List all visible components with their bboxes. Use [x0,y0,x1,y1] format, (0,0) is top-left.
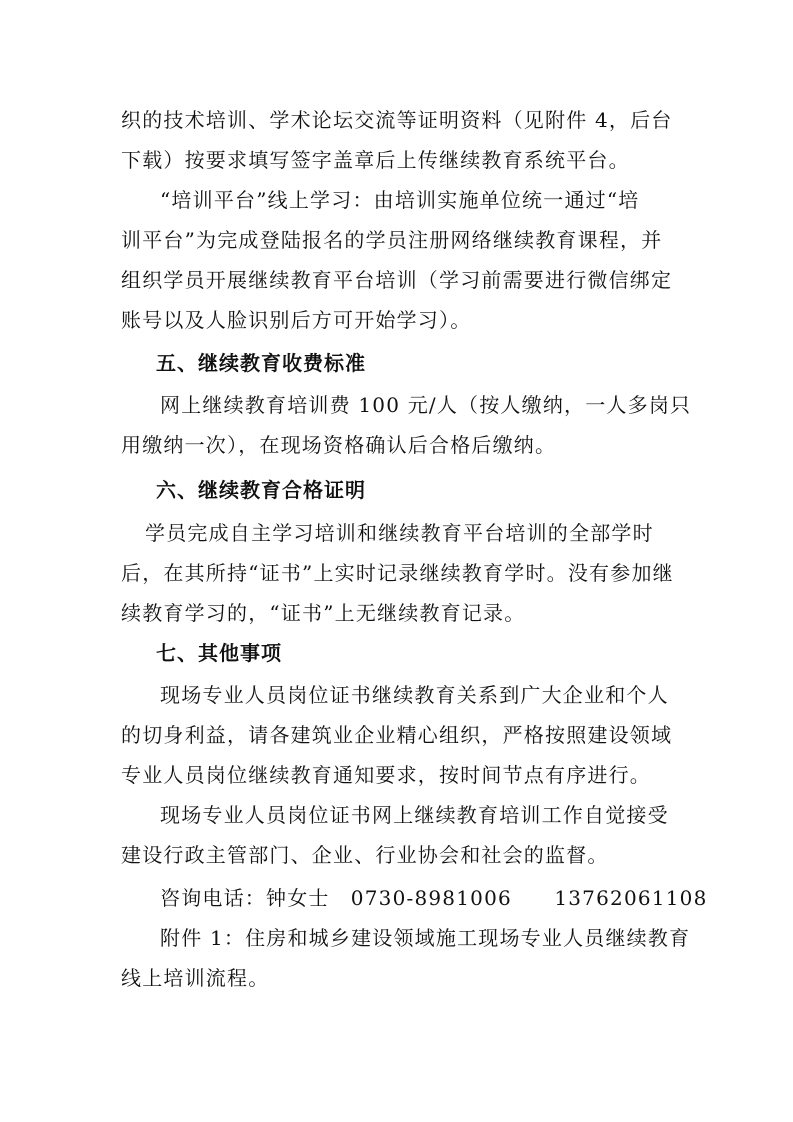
contact-phone-line: 咨询电话：钟女士 0730-8981006 13762061108 [160,886,708,910]
paragraph-line: 账号以及人脸识别后方可开始学习）。 [121,308,472,332]
section-heading-other: 七、其他事项 [156,641,282,665]
attachment-line: 线上培训流程。 [121,966,270,990]
paragraph-line: 后，在其所持“证书”上实时记录继续教育学时。没有参加继 [121,561,674,585]
paragraph-line: 学员完成自主学习培训和继续教育平台培训的全部学时 [145,521,654,545]
paragraph-line: 下载）按要求填写签字盖章后上传继续教育系统平台。 [121,148,630,172]
paragraph-line: 续教育学习的，“证书”上无继续教育记录。 [121,601,526,625]
paragraph-line: 用缴纳一次），在现场资格确认后合格后缴纳。 [121,433,557,457]
section-heading-fee: 五、继续教育收费标准 [156,351,366,375]
paragraph-line: 的切身利益，请各建筑业企业精心组织，严格按照建设领域 [121,723,673,747]
paragraph-line: 现场专业人员岗位证书网上继续教育培训工作自觉接受 [160,803,669,827]
paragraph-line: 网上继续教育培训费 100 元/人（按人缴纳，一人多岗只 [160,393,692,417]
paragraph-line: 现场专业人员岗位证书继续教育关系到广大企业和个人 [160,683,669,707]
paragraph-line: 专业人员岗位继续教育通知要求，按时间节点有序进行。 [121,763,651,787]
paragraph-line: 组织学员开展继续教育平台培训（学习前需要进行微信绑定 [121,268,673,292]
attachment-line: 附件 1：住房和城乡建设领域施工现场专业人员继续教育 [160,926,691,950]
paragraph-line: “培训平台”线上学习：由培训实施单位统一通过“培 [160,188,640,212]
paragraph-line: 训平台”为完成登陆报名的学员注册网络继续教育课程，并 [121,228,663,252]
section-heading-certificate: 六、继续教育合格证明 [156,478,366,502]
paragraph-line: 织的技术培训、学术论坛交流等证明资料（见附件 4，后台 [121,108,673,132]
paragraph-line: 建设行政主管部门、企业、行业协会和社会的监督。 [121,843,609,867]
